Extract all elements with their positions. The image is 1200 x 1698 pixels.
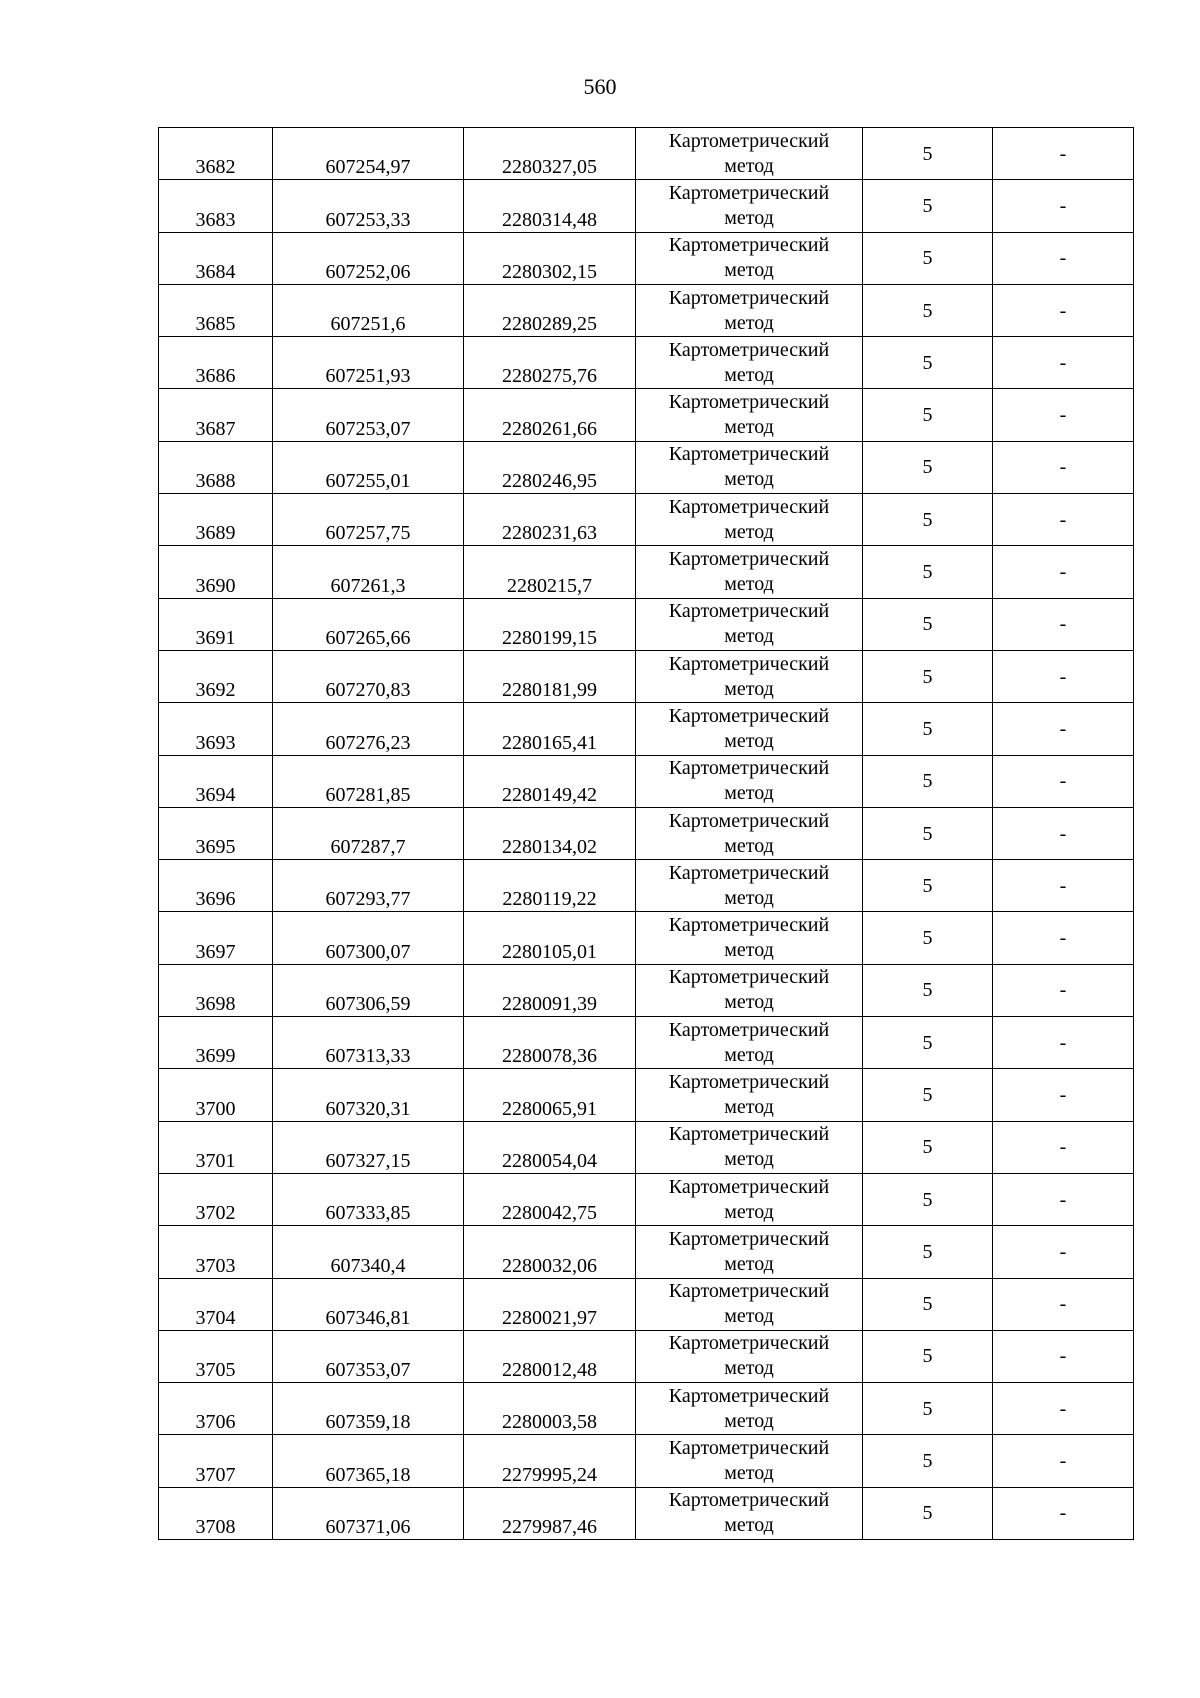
table-row bbox=[159, 389, 1134, 441]
accuracy-cell: 5 bbox=[863, 1383, 993, 1435]
accuracy-cell: 5 bbox=[863, 807, 993, 859]
table-row bbox=[159, 964, 1134, 1016]
x-coordinate-cell: 607359,18 bbox=[273, 1383, 464, 1435]
method-line-2: метод bbox=[724, 1514, 774, 1537]
method-line-1: Картометрический bbox=[668, 861, 830, 884]
x-coordinate-cell: 607251,6 bbox=[273, 284, 464, 336]
method-line-1: Картометрический bbox=[668, 548, 830, 571]
point-number-cell: 3694 bbox=[159, 755, 273, 807]
method-line-1: Картометрический bbox=[668, 443, 830, 466]
point-number-cell: 3697 bbox=[159, 912, 273, 964]
method-line-2: метод bbox=[724, 573, 774, 596]
method-cell bbox=[636, 703, 863, 755]
note-cell: - bbox=[993, 1017, 1134, 1069]
point-number-cell: 3684 bbox=[159, 232, 273, 284]
note-cell: - bbox=[993, 232, 1134, 284]
note-cell: - bbox=[993, 1121, 1134, 1173]
y-coordinate-cell: 2280149,42 bbox=[464, 755, 636, 807]
table-row bbox=[159, 703, 1134, 755]
point-number-cell: 3682 bbox=[159, 128, 273, 180]
note-cell: - bbox=[993, 912, 1134, 964]
y-coordinate-cell: 2280105,01 bbox=[464, 912, 636, 964]
note-cell: - bbox=[993, 494, 1134, 546]
method-line-2: метод bbox=[724, 311, 774, 334]
method-cell bbox=[636, 494, 863, 546]
method-line-2: метод bbox=[724, 1200, 774, 1223]
method-cell bbox=[636, 1069, 863, 1121]
note-cell: - bbox=[993, 650, 1134, 702]
y-coordinate-cell: 2280012,48 bbox=[464, 1330, 636, 1382]
note-cell: - bbox=[993, 180, 1134, 232]
table-row bbox=[159, 337, 1134, 389]
table-row bbox=[159, 1383, 1134, 1435]
method-line-1: Картометрический bbox=[668, 1437, 830, 1460]
method-line-2: метод bbox=[724, 1409, 774, 1432]
y-coordinate-cell: 2280042,75 bbox=[464, 1173, 636, 1225]
point-number-cell: 3700 bbox=[159, 1069, 273, 1121]
method-line-1: Картометрический bbox=[668, 1018, 830, 1041]
method-line-2: метод bbox=[724, 206, 774, 229]
y-coordinate-cell: 2280065,91 bbox=[464, 1069, 636, 1121]
point-number-cell: 3687 bbox=[159, 389, 273, 441]
accuracy-cell: 5 bbox=[863, 389, 993, 441]
method-line-1: Картометрический bbox=[668, 495, 830, 518]
y-coordinate-cell: 2280181,99 bbox=[464, 650, 636, 702]
y-coordinate-cell: 2280275,76 bbox=[464, 337, 636, 389]
y-coordinate-cell: 2279995,24 bbox=[464, 1435, 636, 1487]
table-row bbox=[159, 1121, 1134, 1173]
note-cell: - bbox=[993, 703, 1134, 755]
note-cell: - bbox=[993, 1487, 1134, 1539]
point-number-cell: 3692 bbox=[159, 650, 273, 702]
x-coordinate-cell: 607306,59 bbox=[273, 964, 464, 1016]
point-number-cell: 3693 bbox=[159, 703, 273, 755]
x-coordinate-cell: 607252,06 bbox=[273, 232, 464, 284]
method-line-1: Картометрический bbox=[668, 391, 830, 414]
method-line-2: метод bbox=[724, 1357, 774, 1380]
method-cell bbox=[636, 1330, 863, 1382]
table-row bbox=[159, 1278, 1134, 1330]
x-coordinate-cell: 607251,93 bbox=[273, 337, 464, 389]
table-row bbox=[159, 1173, 1134, 1225]
x-coordinate-cell: 607353,07 bbox=[273, 1330, 464, 1382]
method-line-1: Картометрический bbox=[668, 1070, 830, 1093]
x-coordinate-cell: 607300,07 bbox=[273, 912, 464, 964]
method-cell bbox=[636, 598, 863, 650]
point-number-cell: 3688 bbox=[159, 441, 273, 493]
accuracy-cell: 5 bbox=[863, 1173, 993, 1225]
x-coordinate-cell: 607371,06 bbox=[273, 1487, 464, 1539]
y-coordinate-cell: 2280054,04 bbox=[464, 1121, 636, 1173]
method-line-1: Картометрический bbox=[668, 338, 830, 361]
note-cell: - bbox=[993, 964, 1134, 1016]
accuracy-cell: 5 bbox=[863, 912, 993, 964]
point-number-cell: 3706 bbox=[159, 1383, 273, 1435]
table-row bbox=[159, 180, 1134, 232]
method-cell bbox=[636, 860, 863, 912]
table-row bbox=[159, 1017, 1134, 1069]
point-number-cell: 3704 bbox=[159, 1278, 273, 1330]
x-coordinate-cell: 607255,01 bbox=[273, 441, 464, 493]
method-cell bbox=[636, 650, 863, 702]
method-cell bbox=[636, 755, 863, 807]
y-coordinate-cell: 2280032,06 bbox=[464, 1226, 636, 1278]
method-line-2: метод bbox=[724, 886, 774, 909]
x-coordinate-cell: 607340,4 bbox=[273, 1226, 464, 1278]
point-number-cell: 3707 bbox=[159, 1435, 273, 1487]
method-cell bbox=[636, 807, 863, 859]
method-line-2: метод bbox=[724, 782, 774, 805]
x-coordinate-cell: 607365,18 bbox=[273, 1435, 464, 1487]
x-coordinate-cell: 607276,23 bbox=[273, 703, 464, 755]
method-line-2: метод bbox=[724, 259, 774, 282]
method-cell bbox=[636, 1017, 863, 1069]
accuracy-cell: 5 bbox=[863, 650, 993, 702]
accuracy-cell: 5 bbox=[863, 441, 993, 493]
x-coordinate-cell: 607257,75 bbox=[273, 494, 464, 546]
point-number-cell: 3699 bbox=[159, 1017, 273, 1069]
method-line-1: Картометрический bbox=[668, 1123, 830, 1146]
note-cell: - bbox=[993, 860, 1134, 912]
method-line-2: метод bbox=[724, 677, 774, 700]
note-cell: - bbox=[993, 807, 1134, 859]
method-line-2: метод bbox=[724, 363, 774, 386]
method-cell bbox=[636, 441, 863, 493]
y-coordinate-cell: 2280289,25 bbox=[464, 284, 636, 336]
method-cell bbox=[636, 1121, 863, 1173]
point-number-cell: 3691 bbox=[159, 598, 273, 650]
note-cell: - bbox=[993, 755, 1134, 807]
method-cell bbox=[636, 180, 863, 232]
point-number-cell: 3701 bbox=[159, 1121, 273, 1173]
y-coordinate-cell: 2280215,7 bbox=[464, 546, 636, 598]
method-cell bbox=[636, 1226, 863, 1278]
method-line-1: Картометрический bbox=[668, 600, 830, 623]
accuracy-cell: 5 bbox=[863, 337, 993, 389]
table-row bbox=[159, 546, 1134, 598]
table-row bbox=[159, 807, 1134, 859]
point-number-cell: 3695 bbox=[159, 807, 273, 859]
method-line-2: метод bbox=[724, 991, 774, 1014]
y-coordinate-cell: 2280021,97 bbox=[464, 1278, 636, 1330]
method-line-2: метод bbox=[724, 1462, 774, 1485]
method-line-1: Картометрический bbox=[668, 181, 830, 204]
accuracy-cell: 5 bbox=[863, 1330, 993, 1382]
method-cell bbox=[636, 337, 863, 389]
accuracy-cell: 5 bbox=[863, 232, 993, 284]
method-cell bbox=[636, 284, 863, 336]
method-line-1: Картометрический bbox=[668, 1489, 830, 1512]
accuracy-cell: 5 bbox=[863, 1278, 993, 1330]
method-line-1: Картометрический bbox=[668, 234, 830, 257]
method-cell bbox=[636, 389, 863, 441]
note-cell: - bbox=[993, 598, 1134, 650]
accuracy-cell: 5 bbox=[863, 180, 993, 232]
accuracy-cell: 5 bbox=[863, 703, 993, 755]
method-line-1: Картометрический bbox=[668, 1332, 830, 1355]
y-coordinate-cell: 2279987,46 bbox=[464, 1487, 636, 1539]
accuracy-cell: 5 bbox=[863, 964, 993, 1016]
table-row bbox=[159, 912, 1134, 964]
accuracy-cell: 5 bbox=[863, 1121, 993, 1173]
table-row bbox=[159, 441, 1134, 493]
accuracy-cell: 5 bbox=[863, 128, 993, 180]
table-row bbox=[159, 650, 1134, 702]
method-line-2: метод bbox=[724, 416, 774, 439]
y-coordinate-cell: 2280134,02 bbox=[464, 807, 636, 859]
method-line-1: Картометрический bbox=[668, 1384, 830, 1407]
method-line-2: метод bbox=[724, 834, 774, 857]
method-cell bbox=[636, 1278, 863, 1330]
method-cell bbox=[636, 912, 863, 964]
x-coordinate-cell: 607327,15 bbox=[273, 1121, 464, 1173]
accuracy-cell: 5 bbox=[863, 598, 993, 650]
accuracy-cell: 5 bbox=[863, 284, 993, 336]
y-coordinate-cell: 2280078,36 bbox=[464, 1017, 636, 1069]
method-cell bbox=[636, 964, 863, 1016]
method-line-1: Картометрический bbox=[668, 704, 830, 727]
x-coordinate-cell: 607293,77 bbox=[273, 860, 464, 912]
y-coordinate-cell: 2280246,95 bbox=[464, 441, 636, 493]
method-line-1: Картометрический bbox=[668, 757, 830, 780]
table-row bbox=[159, 598, 1134, 650]
method-line-2: метод bbox=[724, 1148, 774, 1171]
y-coordinate-cell: 2280165,41 bbox=[464, 703, 636, 755]
method-line-1: Картометрический bbox=[668, 914, 830, 937]
method-cell bbox=[636, 1435, 863, 1487]
y-coordinate-cell: 2280327,05 bbox=[464, 128, 636, 180]
note-cell: - bbox=[993, 1435, 1134, 1487]
point-number-cell: 3703 bbox=[159, 1226, 273, 1278]
method-cell bbox=[636, 232, 863, 284]
accuracy-cell: 5 bbox=[863, 494, 993, 546]
y-coordinate-cell: 2280231,63 bbox=[464, 494, 636, 546]
table-row bbox=[159, 1330, 1134, 1382]
x-coordinate-cell: 607333,85 bbox=[273, 1173, 464, 1225]
note-cell: - bbox=[993, 128, 1134, 180]
method-line-2: метод bbox=[724, 1252, 774, 1275]
note-cell: - bbox=[993, 546, 1134, 598]
x-coordinate-cell: 607265,66 bbox=[273, 598, 464, 650]
accuracy-cell: 5 bbox=[863, 1017, 993, 1069]
table-row bbox=[159, 494, 1134, 546]
point-number-cell: 3686 bbox=[159, 337, 273, 389]
method-line-1: Картометрический bbox=[668, 966, 830, 989]
method-cell bbox=[636, 1383, 863, 1435]
method-cell bbox=[636, 1487, 863, 1539]
method-cell bbox=[636, 546, 863, 598]
method-line-1: Картометрический bbox=[668, 809, 830, 832]
method-line-2: метод bbox=[724, 154, 774, 177]
x-coordinate-cell: 607320,31 bbox=[273, 1069, 464, 1121]
x-coordinate-cell: 607261,3 bbox=[273, 546, 464, 598]
x-coordinate-cell: 607287,7 bbox=[273, 807, 464, 859]
y-coordinate-cell: 2280119,22 bbox=[464, 860, 636, 912]
note-cell: - bbox=[993, 337, 1134, 389]
page-number: 560 bbox=[583, 74, 617, 99]
table-row bbox=[159, 1069, 1134, 1121]
accuracy-cell: 5 bbox=[863, 1226, 993, 1278]
method-line-1: Картометрический bbox=[668, 1175, 830, 1198]
point-number-cell: 3683 bbox=[159, 180, 273, 232]
method-line-1: Картометрический bbox=[668, 129, 830, 152]
method-line-2: метод bbox=[724, 1305, 774, 1328]
x-coordinate-cell: 607254,97 bbox=[273, 128, 464, 180]
method-line-2: метод bbox=[724, 625, 774, 648]
note-cell: - bbox=[993, 441, 1134, 493]
method-line-2: метод bbox=[724, 1043, 774, 1066]
accuracy-cell: 5 bbox=[863, 755, 993, 807]
method-line-1: Картометрический bbox=[668, 1227, 830, 1250]
note-cell: - bbox=[993, 1069, 1134, 1121]
point-number-cell: 3698 bbox=[159, 964, 273, 1016]
y-coordinate-cell: 2280314,48 bbox=[464, 180, 636, 232]
point-number-cell: 3696 bbox=[159, 860, 273, 912]
table-row bbox=[159, 128, 1134, 180]
point-number-cell: 3702 bbox=[159, 1173, 273, 1225]
y-coordinate-cell: 2280199,15 bbox=[464, 598, 636, 650]
point-number-cell: 3690 bbox=[159, 546, 273, 598]
accuracy-cell: 5 bbox=[863, 1435, 993, 1487]
accuracy-cell: 5 bbox=[863, 546, 993, 598]
accuracy-cell: 5 bbox=[863, 860, 993, 912]
table-body bbox=[159, 128, 1134, 1540]
method-cell bbox=[636, 1173, 863, 1225]
table-row bbox=[159, 755, 1134, 807]
point-number-cell: 3689 bbox=[159, 494, 273, 546]
method-line-1: Картометрический bbox=[668, 1280, 830, 1303]
note-cell: - bbox=[993, 1383, 1134, 1435]
method-line-1: Картометрический bbox=[668, 286, 830, 309]
note-cell: - bbox=[993, 1173, 1134, 1225]
y-coordinate-cell: 2280261,66 bbox=[464, 389, 636, 441]
method-line-2: метод bbox=[724, 729, 774, 752]
table-row bbox=[159, 860, 1134, 912]
table-row bbox=[159, 1487, 1134, 1539]
x-coordinate-cell: 607253,07 bbox=[273, 389, 464, 441]
method-line-2: метод bbox=[724, 1095, 774, 1118]
x-coordinate-cell: 607346,81 bbox=[273, 1278, 464, 1330]
method-line-2: метод bbox=[724, 939, 774, 962]
method-line-1: Картометрический bbox=[668, 652, 830, 675]
point-number-cell: 3685 bbox=[159, 284, 273, 336]
note-cell: - bbox=[993, 1278, 1134, 1330]
table-row bbox=[159, 232, 1134, 284]
coordinates-table bbox=[158, 127, 1134, 1540]
method-line-2: метод bbox=[724, 468, 774, 491]
x-coordinate-cell: 607270,83 bbox=[273, 650, 464, 702]
accuracy-cell: 5 bbox=[863, 1069, 993, 1121]
x-coordinate-cell: 607253,33 bbox=[273, 180, 464, 232]
x-coordinate-cell: 607313,33 bbox=[273, 1017, 464, 1069]
y-coordinate-cell: 2280003,58 bbox=[464, 1383, 636, 1435]
note-cell: - bbox=[993, 1330, 1134, 1382]
method-line-2: метод bbox=[724, 520, 774, 543]
table-row bbox=[159, 1226, 1134, 1278]
accuracy-cell: 5 bbox=[863, 1487, 993, 1539]
point-number-cell: 3708 bbox=[159, 1487, 273, 1539]
y-coordinate-cell: 2280302,15 bbox=[464, 232, 636, 284]
method-cell bbox=[636, 128, 863, 180]
table-row bbox=[159, 284, 1134, 336]
note-cell: - bbox=[993, 389, 1134, 441]
point-number-cell: 3705 bbox=[159, 1330, 273, 1382]
note-cell: - bbox=[993, 1226, 1134, 1278]
note-cell: - bbox=[993, 284, 1134, 336]
x-coordinate-cell: 607281,85 bbox=[273, 755, 464, 807]
y-coordinate-cell: 2280091,39 bbox=[464, 964, 636, 1016]
table-row bbox=[159, 1435, 1134, 1487]
